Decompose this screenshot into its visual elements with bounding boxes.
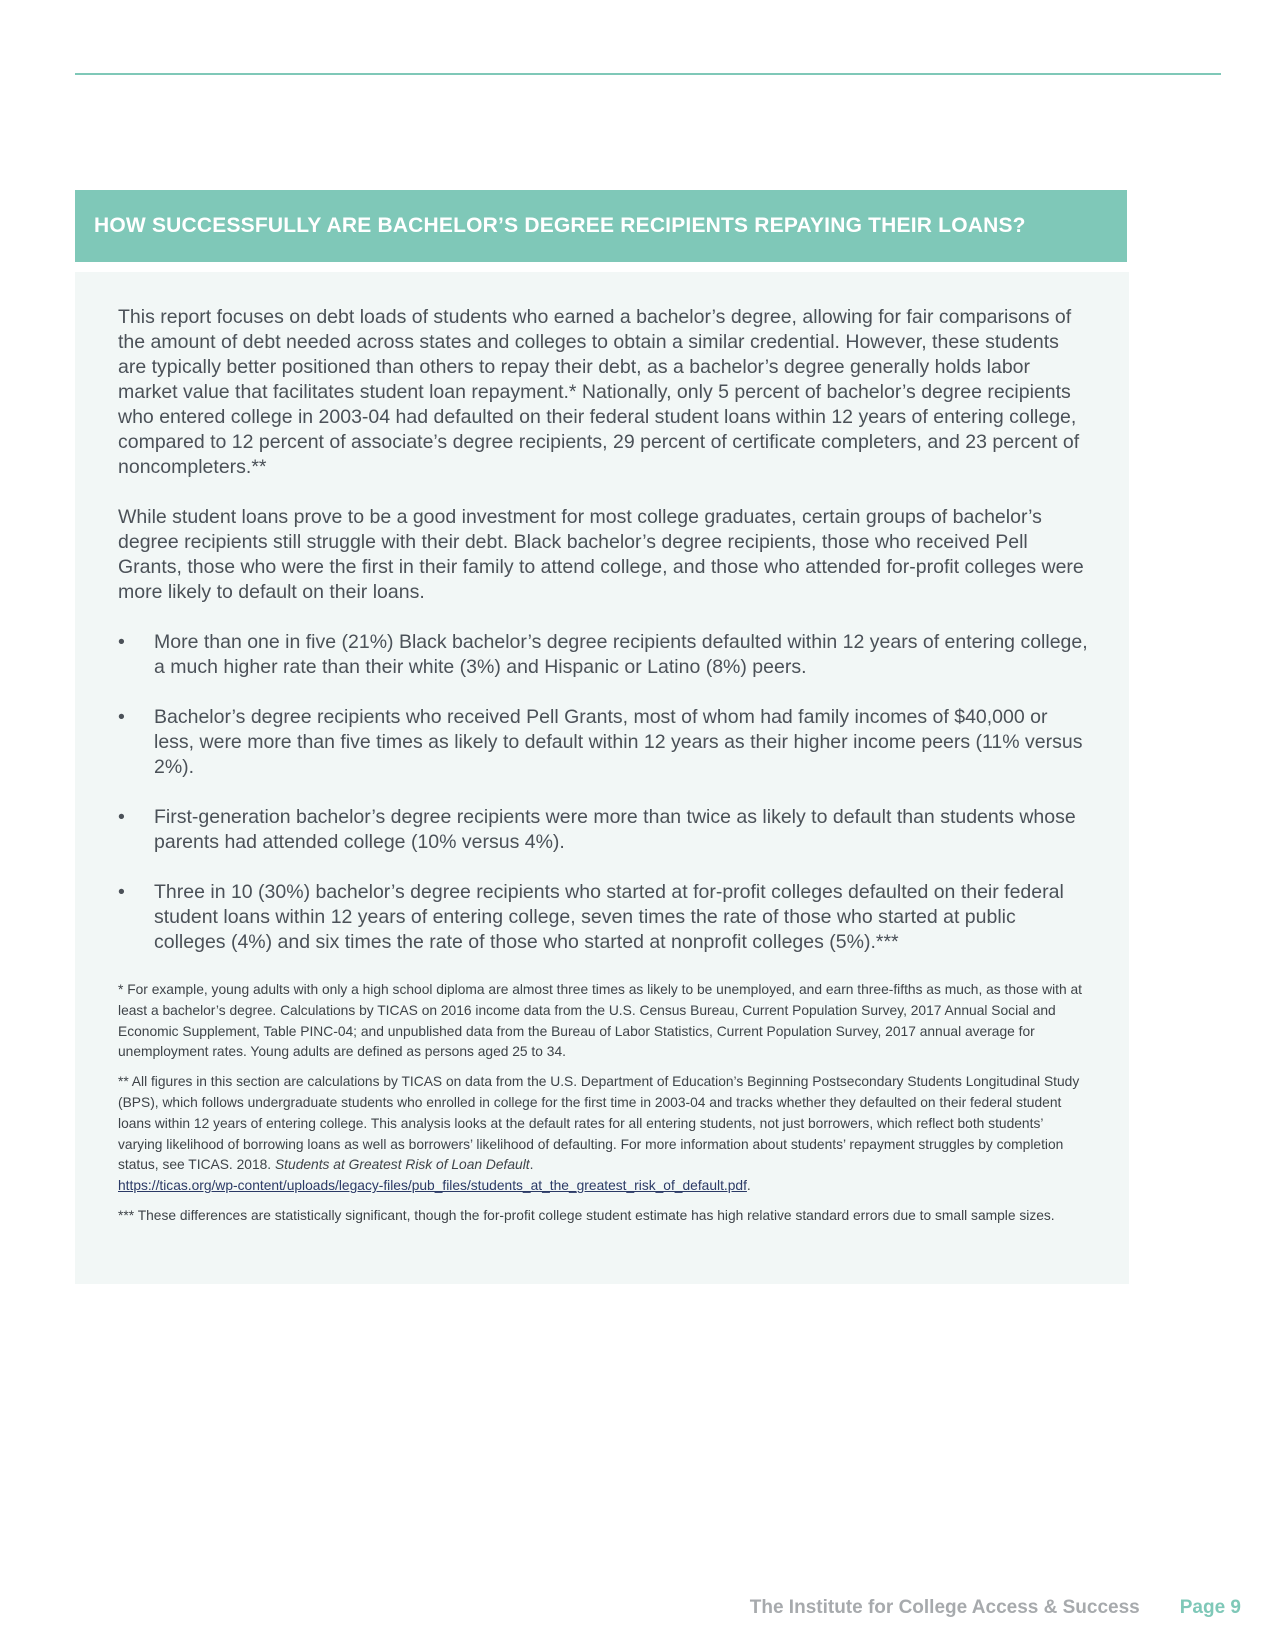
footnote-2-text: ** All figures in this section are calculations by TICAS on data from the U.S. Department of Education’s Beginning Postsecondary Students Longitudinal Study (BPS), which follows undergraduate students who enrolled in college for the first time in 2003-04 and tracks whether they defaulted on their federal student loans within 12 years of entering college. This analysis looks at the default rates for all entering students, not just borrowers, which reflect both students’ varying likelihood of borrowing loans as well as borrowers’ likelihood of defaulting. For more information about students’ repayment struggles by completion status, see TICAS. 2018. [118,1074,1080,1173]
list-item [118,880,1089,955]
footnote-2-period: . [529,1157,534,1173]
footer-organization: The Institute for College Access & Success [749,1597,1140,1618]
list-item-text: Three in 10 (30%) bachelor’s degree recipients who started at for-profit colleges defaulted on their federal student loans within 12 years of entering college, seven times the rate of those who started at public colleges (4%) and six times the rate of those who started at nonprofit colleges (5%).*** [154,881,1064,953]
list-item-text: Bachelor’s degree recipients who received Pell Grants, most of whom had family incomes of $40,000 or less, were more than five times as likely to default within 12 years as their higher income peers (11% versus 2%). [154,706,1083,778]
footnote-1: * For example, young adults with only a high school diploma are almost three times as likely to be unemployed, and earn three-fifths as much, as those with at least a bachelor’s degree. Calculations by TICAS on 2016 income data from the U.S. Census Bureau, Current Population Survey, 2017 Annual Social and Economic Supplement, Table PINC-04; and unpublished data from the Bureau of Labor Statistics, Current Population Survey, 2017 annual average for unemployment rates. Young adults are defined as persons aged 25 to 34. [118,982,1082,1060]
list-item [118,805,1089,855]
groups-paragraph: While student loans prove to be a good investment for most college graduates, certain groups of bachelor’s degree recipients still struggle with their debt. Black bachelor’s degree recipients, those who received Pell Grants, those who were the first in their family to attend college, and those who attended for-profit colleges were more likely to default on their loans. [118,506,1084,603]
top-divider [75,73,1221,75]
bullet-icon: • [118,806,125,828]
list-item [118,630,1089,680]
footnote-3: *** These differences are statistically significant, though the for-profit college student estimate has high relative standard errors due to small sample sizes. [118,1207,1055,1223]
list-item-text: First-generation bachelor’s degree recipients were more than twice as likely to default than students whose parents had attended college (10% versus 4%). [154,806,1076,853]
page-footer [750,1597,1241,1619]
findings-list [118,630,1089,955]
report-link[interactable]: https://ticas.org/wp-content/uploads/legacy-files/pub_files/students_at_the_greatest_risk_of_default.pdf [118,1178,747,1194]
section-title: HOW SUCCESSFULLY ARE BACHELOR’S DEGREE RECIPIENTS REPAYING THEIR LOANS? [94,214,1026,237]
footnote-2-end: . [746,1178,751,1194]
intro-paragraph: This report focuses on debt loads of students who earned a bachelor’s degree, allowing for fair comparisons of the amount of debt needed across states and colleges to obtain a similar credential. However, these students are typically better positioned than others to repay their debt, as a bachelor’s degree generally holds labor market value that facilitates student loan repayment.* Nationally, only 5 percent of bachelor’s degree recipients who entered college in 2003-04 had defaulted on their federal student loans within 12 years of entering college, compared to 12 percent of associate’s degree recipients, 29 percent of certificate completers, and 23 percent of noncompleters.** [118,306,1080,478]
list-item-text: More than one in five (21%) Black bachelor’s degree recipients defaulted within 12 years of entering college, a much higher rate than their white (3%) and Hispanic or Latino (8%) peers. [154,631,1088,678]
footnote-2 [118,1072,1089,1197]
bullet-icon: • [118,631,125,653]
page-number: Page 9 [1179,1597,1241,1618]
bullet-icon: • [118,881,125,903]
bullet-icon: • [118,706,125,728]
cited-report-title: Students at Greatest Risk of Loan Default [274,1157,530,1173]
list-item [118,705,1089,780]
content-box [75,272,1129,1284]
section-header-banner [75,190,1127,262]
